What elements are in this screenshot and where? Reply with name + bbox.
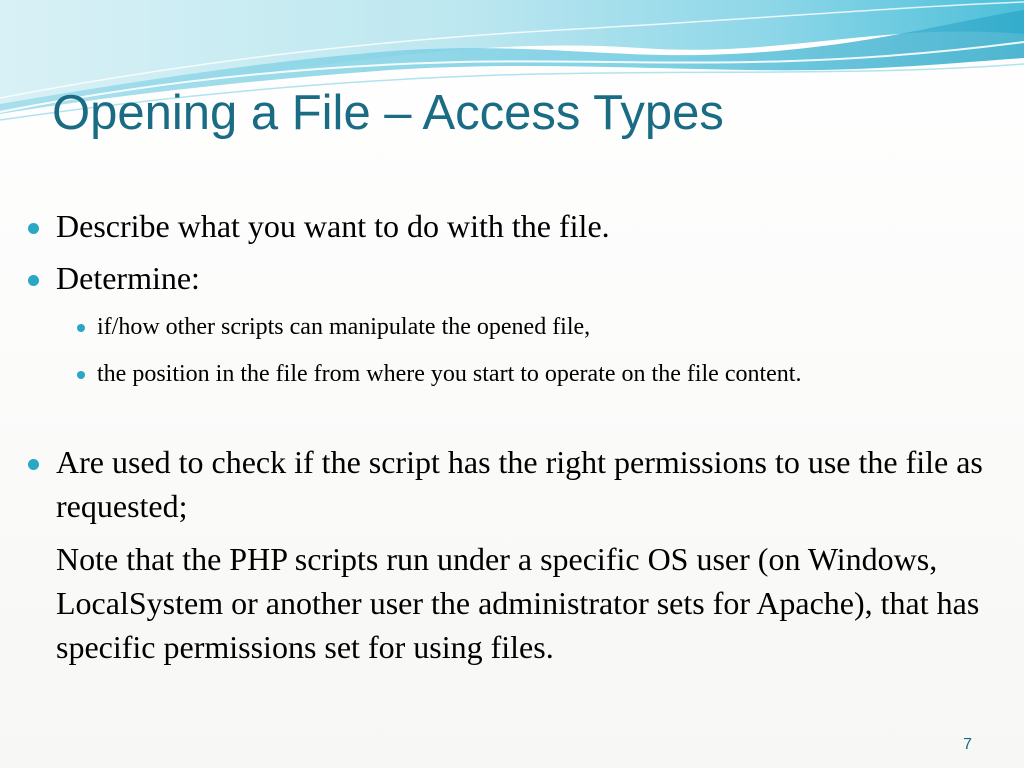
- bullet-dot-icon: [28, 223, 39, 234]
- bullet-permissions: [56, 440, 986, 528]
- bullet-describe: [56, 204, 986, 248]
- bullet-dot-icon: [28, 275, 39, 286]
- bullet-text: Determine:: [56, 260, 200, 296]
- slide-title: Opening a File – Access Types: [52, 86, 724, 140]
- bullet-text: Are used to check if the script has the right permissions to use the file as requested;: [56, 444, 983, 524]
- bullet-dot-icon: [77, 324, 85, 332]
- bullet-text: if/how other scripts can manipulate the opened file,: [97, 314, 591, 340]
- bullet-dot-icon: [28, 459, 39, 470]
- sub-bullet-position: [97, 356, 947, 392]
- note-paragraph: [56, 537, 986, 669]
- note-text: Note that the PHP scripts run under a specific OS user (on Windows, LocalSystem or another user the administrator sets for Apache), that has specific permissions set for using files.: [56, 541, 980, 665]
- bullet-determine: [56, 256, 986, 300]
- bullet-text: Describe what you want to do with the file.: [56, 208, 610, 244]
- slide-number: 7: [963, 736, 972, 753]
- bullet-text: the position in the file from where you start to operate on the file content.: [97, 361, 802, 387]
- sub-bullet-manipulate: [97, 309, 947, 345]
- bullet-dot-icon: [77, 371, 85, 379]
